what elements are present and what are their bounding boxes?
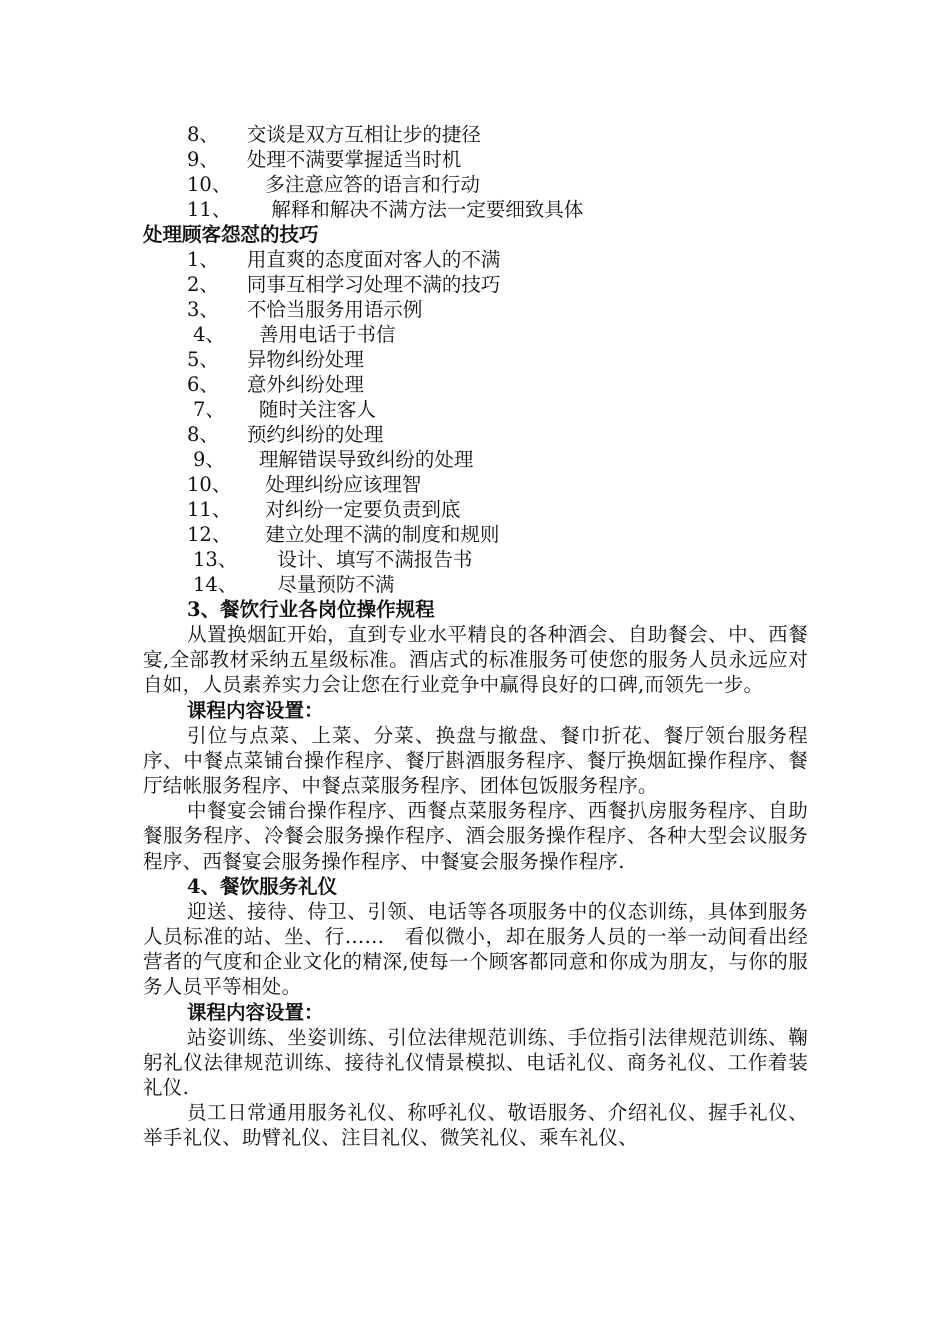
list-item-number: 4、 [193,323,225,346]
list-item [143,247,808,272]
section-3-course-heading: 课程内容设置： [187,698,324,722]
list-item-number: 12、 [187,523,232,546]
list-item [143,497,808,522]
list-item [143,272,808,297]
list-item [143,472,808,497]
list-item [143,372,808,397]
list-item [143,447,808,472]
list-item [143,122,808,147]
list-item [143,297,808,322]
section-3-intro: 从置换烟缸开始，直到专业水平精良的各种酒会、自助餐会、中、西餐宴,全部教材采纳五星级标准。酒店式的标准服务可使您的服务人员永远应对自如，人员素养实力会让您在行业竞争中赢得良好的口碑,而领先一步。 [143,623,808,697]
section-4-course-paragraph-1: 站姿训练、坐姿训练、引位法律规范训练、手位指引法律规范训练、鞠躬礼仪法律规范训练、接待礼仪情景模拟、电话礼仪、商务礼仪、工作着装礼仪. [143,1025,808,1100]
section-3-course-paragraph-2: 中餐宴会铺台操作程序、西餐点菜服务程序、西餐扒房服务程序、自助餐服务程序、冷餐会服务操作程序、酒会服务操作程序、各种大型会议服务程序、西餐宴会服务操作程序、中餐宴会服务操作程序. [143,799,808,873]
list-item-number: 13、 [193,548,238,571]
section-4-title: 4、餐饮服务礼仪 [187,874,338,898]
list-item-number: 2、 [187,273,219,296]
section-3-course-paragraph-1: 引位与点菜、上菜、分菜、换盘与撤盘、餐巾折花、餐厅领台服务程序、中餐点菜铺台操作程序、餐厅斟酒服务程序、餐厅换烟缸操作程序、餐厅结帐服务程序、中餐点菜服务程序、团体包饭服务程序。 [143,723,808,798]
list-item-number: 5、 [187,348,219,371]
list-item-number: 9、 [187,148,219,171]
section-4-course-heading: 课程内容设置： [187,1000,324,1024]
list-item-text: 预约纠纷的处理 [246,423,384,446]
list-item-number: 8、 [187,123,219,146]
list-item [143,347,808,372]
list-item-number: 10、 [187,473,232,496]
list-item-number: 9、 [193,448,225,471]
list-item-text: 建立处理不满的制度和规则 [265,523,500,546]
list-item-number: 10、 [187,173,232,196]
list-item-text: 理解错误导致纠纷的处理 [258,448,474,471]
list-item-text: 对纠纷一定要负责到底 [265,498,461,521]
complaint-skills-list [143,247,808,597]
list-item-number: 7、 [193,398,225,421]
list-item-text: 随时关注客人 [258,398,376,421]
list-item [143,397,808,422]
list-item-number: 11、 [187,198,232,221]
list-item-text: 异物纠纷处理 [246,348,364,371]
complaint-list-continued [143,122,808,222]
heading-complaint-skills: 处理顾客怨怼的技巧 [143,223,319,246]
section-4-intro: 迎送、接待、侍卫、引领、电话等各项服务中的仪态训练，具体到服务人员标准的站、坐、行…… 看似微小，却在服务人员的一举一动间看出经营者的气度和企业文化的精深,使每一个顾客都同意和你成为朋友，与你的服务人员平等相处。 [143,899,808,999]
list-item-text: 尽量预防不满 [277,573,395,596]
list-item [143,422,808,447]
list-item-text: 用直爽的态度面对客人的不满 [246,248,501,271]
list-item [143,572,808,597]
list-item-text: 设计、填写不满报告书 [277,548,473,571]
list-item-text: 意外纠纷处理 [246,373,364,396]
list-item-text: 多注意应答的语言和行动 [265,173,480,196]
list-item [143,147,808,172]
list-item [143,172,808,197]
section-4-course-paragraph-2: 员工日常通用服务礼仪、称呼礼仪、敬语服务、介绍礼仪、握手礼仪、举手礼仪、助臂礼仪、注目礼仪、微笑礼仪、乘车礼仪、 [143,1101,808,1150]
list-item [143,322,808,347]
list-item-number: 3、 [187,298,219,321]
list-item-text: 同事互相学习处理不满的技巧 [246,273,501,296]
list-item-text: 交谈是双方互相让步的捷径 [246,123,481,146]
list-item-text: 善用电话于书信 [258,323,396,346]
list-item-number: 11、 [187,498,232,521]
list-item-number: 6、 [187,373,219,396]
list-item [143,197,808,222]
list-item-text: 处理纠纷应该理智 [265,473,422,496]
list-item-text: 不恰当服务用语示例 [246,298,423,321]
list-item [143,547,808,572]
list-item-number: 1、 [187,248,219,271]
list-item-text: 处理不满要掌握适当时机 [246,148,462,171]
list-item-number: 8、 [187,423,219,446]
list-item [143,522,808,547]
document-page [143,122,808,1151]
list-item-text: 解释和解决不满方法一定要细致具体 [271,198,584,221]
section-3-title: 3、餐饮行业各岗位操作规程 [187,598,435,621]
list-item-number: 14、 [193,573,238,596]
